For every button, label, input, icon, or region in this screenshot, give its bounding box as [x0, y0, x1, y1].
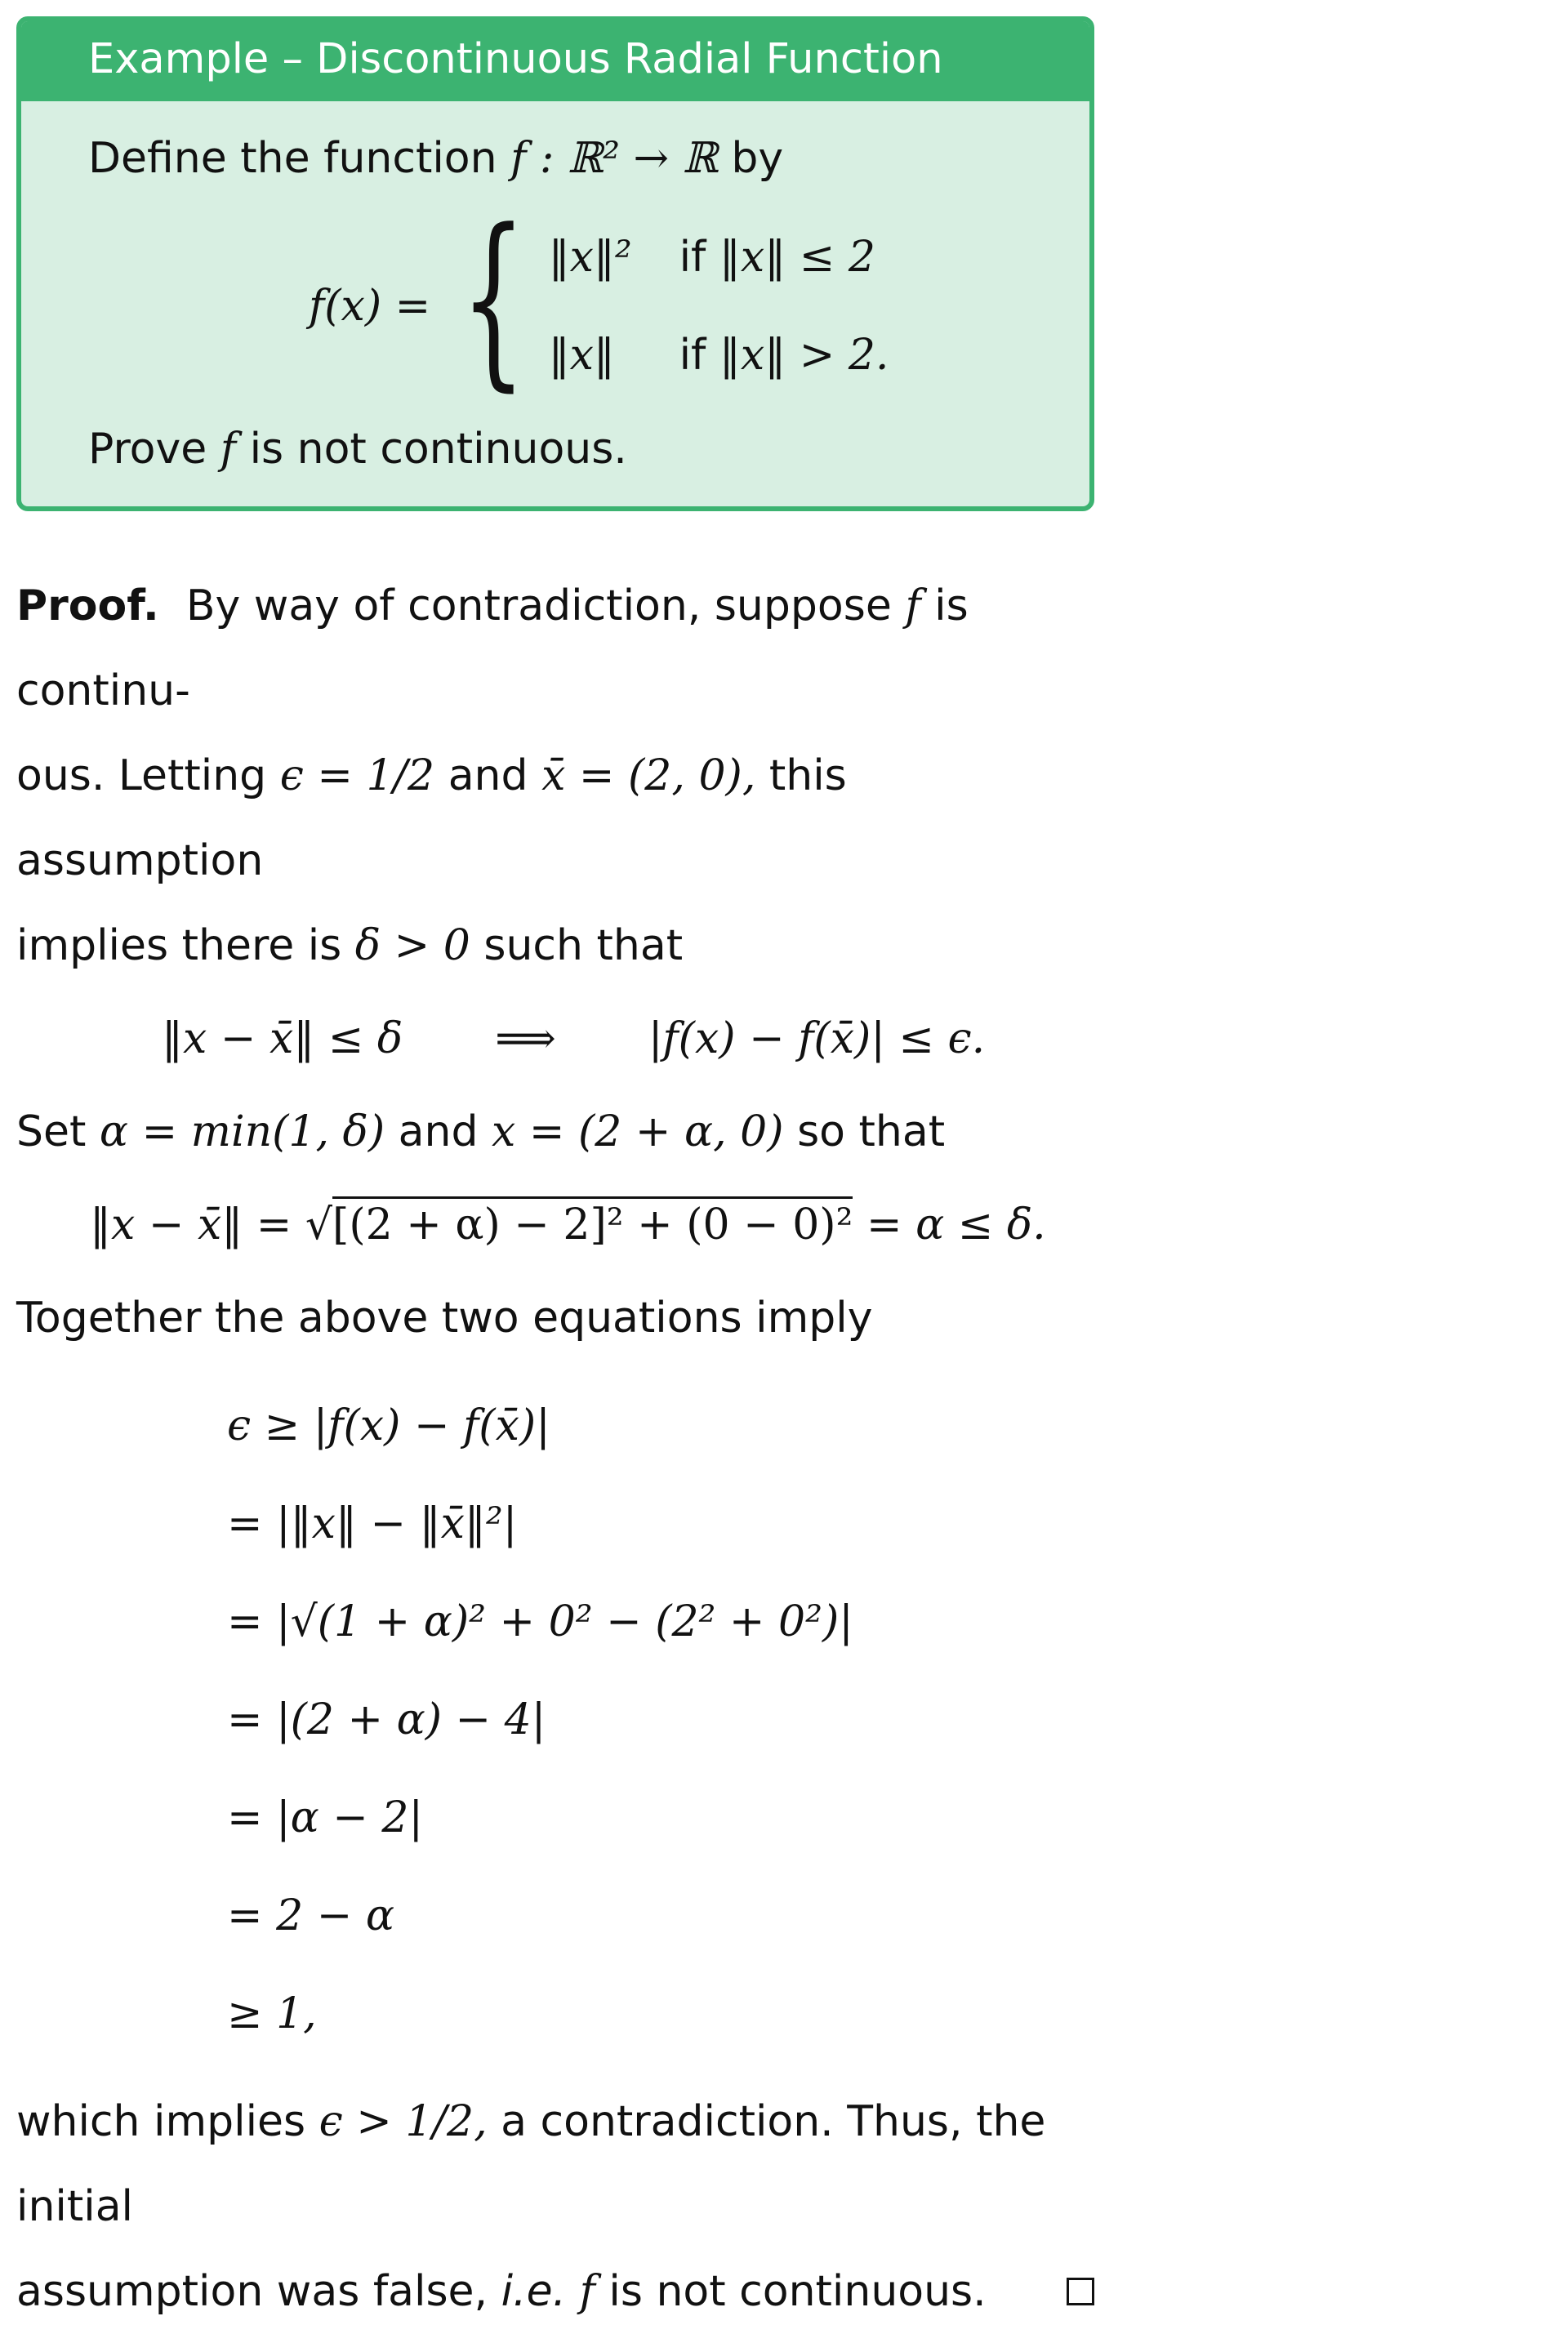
norm-left: ‖x − x̄‖ = √: [90, 1200, 333, 1249]
piecewise-lhs: f(x) =: [309, 282, 431, 331]
p1-d: this assumption: [16, 751, 847, 885]
p1-and: and: [448, 751, 528, 800]
final-f: f: [579, 2267, 595, 2316]
impl-arrow: ⟹: [495, 1014, 556, 1063]
chain-row: = |‖x‖ − ‖x̄‖²|: [227, 1499, 518, 1548]
final-ie: i.e.: [501, 2267, 567, 2316]
p1-f: f: [905, 581, 921, 630]
final-eps: ϵ > 1/2,: [318, 2097, 488, 2146]
example-body: [21, 101, 1089, 506]
closing-f: f: [220, 425, 237, 474]
example-closing: [88, 425, 1022, 474]
norm-radicand: [(2 + α) − 2]² + (0 − 0)²: [332, 1196, 853, 1249]
proof-label: Proof.: [16, 581, 159, 630]
norm-display: [90, 1183, 1094, 1267]
case1-cond: [679, 233, 889, 282]
case-rows: [549, 233, 889, 380]
implication-display: [162, 996, 1094, 1081]
case2-inequality: ‖x‖ > 2.: [719, 331, 889, 380]
final-b: a contradiction. Thus, the initial: [16, 2097, 1046, 2231]
case2-expr: ‖x‖: [548, 331, 615, 380]
inequality-chain: [227, 1377, 1094, 2063]
piecewise-definition: [309, 190, 1022, 408]
final-d: is not continuous.: [608, 2267, 987, 2316]
case1-expr: ‖x‖²: [548, 233, 632, 282]
set-alpha: α = min(1, δ): [99, 1107, 385, 1156]
example-title: Example – Discontinuous Radial Function: [21, 21, 1089, 101]
together-paragraph: Together the above two equations imply: [16, 1294, 873, 1343]
p1-f2: such that: [483, 921, 684, 970]
proof: [16, 563, 1094, 2334]
case2-if: if: [679, 331, 706, 380]
impl-left: ‖x − x̄‖ ≤ δ: [162, 1014, 403, 1063]
intro-math: f : ℝ² → ℝ: [510, 134, 718, 183]
p1-c: ous. Letting: [16, 751, 267, 800]
example-intro: [88, 134, 1022, 183]
proof-paragraph-1: [16, 563, 1094, 988]
closing-prove: Prove: [88, 425, 207, 474]
closing-rest: is not continuous.: [249, 425, 627, 474]
case1-if: if: [679, 233, 706, 282]
case1-inequality: ‖x‖ ≤ 2: [719, 233, 875, 282]
case2-cond: [679, 331, 889, 380]
set-x: x = (2 + α, 0): [492, 1107, 784, 1156]
chain-row: ≥ 1,: [227, 1989, 317, 2038]
set-paragraph: [16, 1089, 1094, 1174]
chain-row: ϵ ≥ |f(x) − f(x̄)|: [227, 1401, 550, 1450]
left-brace: {: [461, 190, 527, 408]
chain-row: = |α − 2|: [227, 1793, 423, 1842]
intro-by: by: [731, 134, 784, 183]
p1-delta: δ > 0: [354, 921, 470, 970]
p1-xbar: x̄ = (2, 0),: [541, 751, 756, 800]
set-and: and: [398, 1107, 479, 1156]
p1-a: By way of contradiction, suppose: [185, 581, 892, 630]
p1-e: implies there is: [16, 921, 342, 970]
final-a: which implies: [16, 2097, 306, 2146]
impl-right: |f(x) − f(x̄)| ≤ ϵ.: [648, 1014, 986, 1063]
chain-row: = |√(1 + α)² + 0² − (2² + 0²)|: [227, 1597, 853, 1646]
p1-eps: ϵ = 1/2: [279, 751, 435, 800]
set-b: so that: [797, 1107, 946, 1156]
norm-right: = α ≤ δ.: [866, 1200, 1046, 1249]
chain-row: = 2 − α: [227, 1891, 394, 1940]
p1-b: is continu-: [16, 581, 969, 715]
set-a: Set: [16, 1107, 87, 1156]
page: [16, 16, 1094, 2334]
example-box: [16, 16, 1094, 511]
intro-text: Define the function: [88, 134, 497, 183]
chain-row: = |(2 + α) − 4|: [227, 1695, 546, 1744]
final-paragraph: [16, 2079, 1094, 2334]
qed-square-icon: [1067, 2278, 1094, 2305]
final-c: assumption was false,: [16, 2267, 488, 2316]
